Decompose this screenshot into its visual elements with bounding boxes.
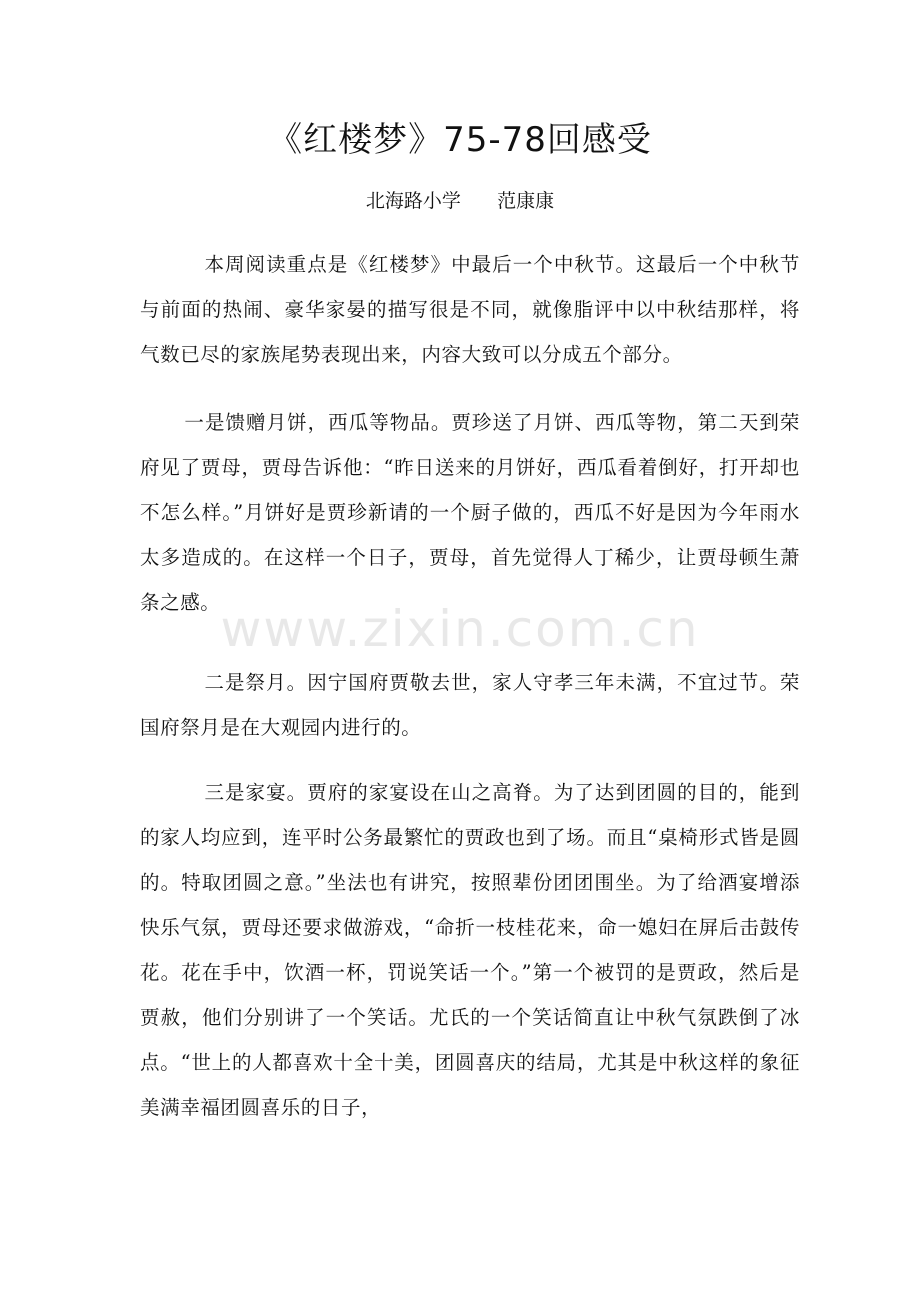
watermark: www.zixin.com.cn bbox=[220, 600, 700, 658]
author-byline: 北海路小学 范康康 bbox=[365, 190, 555, 212]
paragraph-3-text: 二是祭月。因宁国府贾敬去世，家人守孝三年未满，不宜过节。荣国府祭月是在大观园内进行的。 bbox=[140, 671, 800, 739]
paragraph-2-text: 一是馈赠月饼，西瓜等物品。贾珍送了月饼、西瓜等物，第二天到荣府见了贾母，贾母告诉他：“昨日送来的月饼好，西瓜看着倒好，打开却也不怎么样。”月饼好是贾珍新请的一个厨子做的，西瓜不好是因为今年雨水太多造成的。在这样一个日子，贾母，首先觉得人丁稀少，让贾母顿生萧条之感。 bbox=[140, 411, 800, 614]
paragraph-2 bbox=[140, 400, 800, 625]
paragraph-4 bbox=[140, 770, 800, 1130]
paragraph-1 bbox=[140, 242, 800, 377]
paragraph-1-text: 本周阅读重点是《红楼梦》中最后一个中秋节。这最后一个中秋节与前面的热闹、豪华家晏的描写很是不同，就像脂评中以中秋结那样，将气数已尽的家族尾势表现出来，内容大致可以分成五个部分。 bbox=[140, 253, 800, 366]
document-title: 《红楼梦》75-78回感受 bbox=[268, 120, 652, 160]
paragraph-4-text: 三是家宴。贾府的家宴设在山之高脊。为了达到团圆的目的，能到的家人均应到，连平时公务最繁忙的贾政也到了场。而且“桌椅形式皆是圆的。特取团圆之意。”坐法也有讲究，按照辈份团团围坐。为了给酒宴增添快乐气氛，贾母还要求做游戏，“命折一枝桂花来，命一媳妇在屏后击鼓传花。花在手中，饮酒一杯，罚说笑话一个。”第一个被罚的是贾政，然后是贾赦，他们分别讲了一个笑话。尤氏的一个笑话简直让中秋气氛跌倒了冰点。“世上的人都喜欢十全十美，团圆喜庆的结局，尤其是中秋这样的象征美满幸福团圆喜乐的日子， bbox=[140, 781, 800, 1119]
paragraph-3 bbox=[140, 660, 800, 750]
